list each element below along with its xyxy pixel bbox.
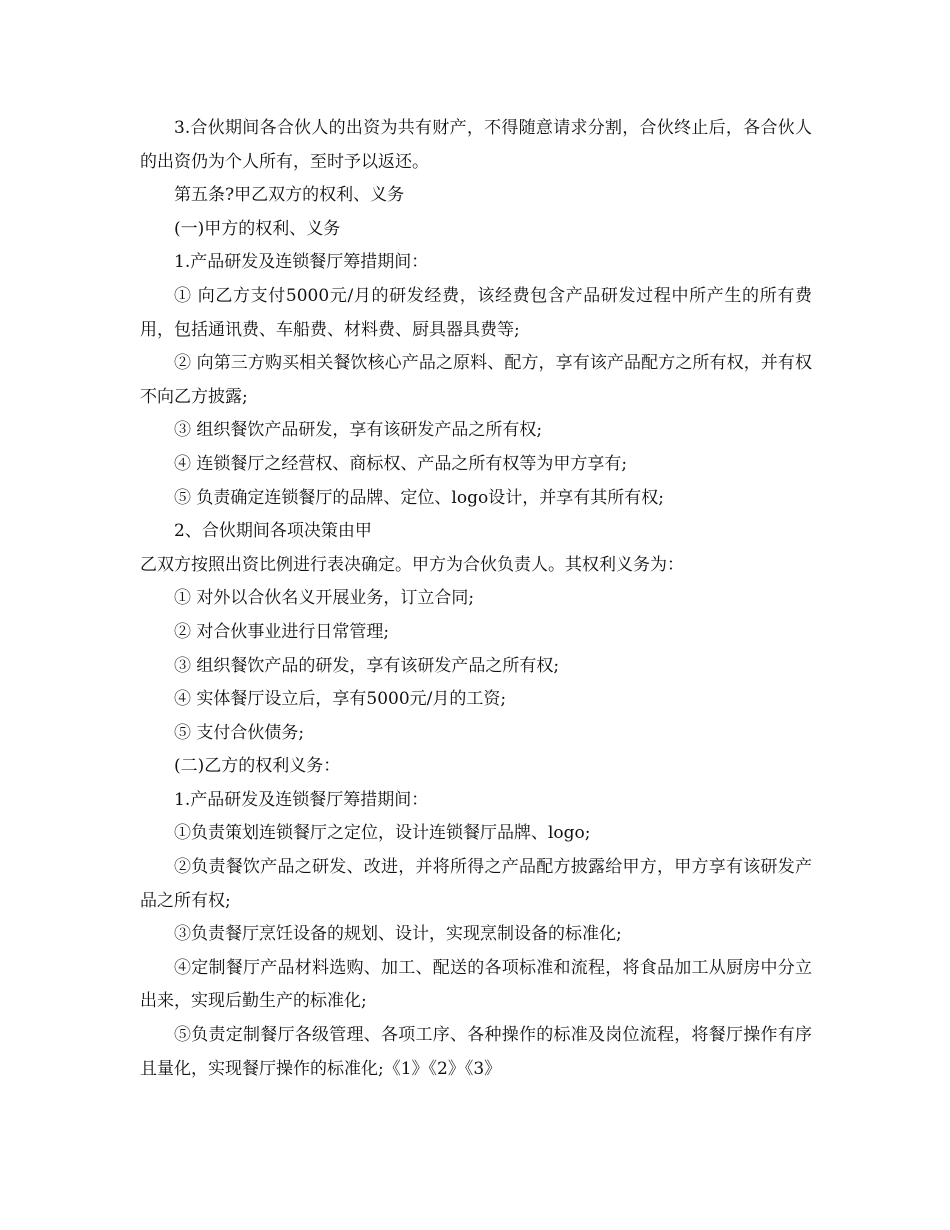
party-b-item-2: ②负责餐饮产品之研发、改进，并将所得之产品配方披露给甲方，甲方享有该研发产品之所有权; [140,857,812,911]
party-a-item-5: ⑤ 负责确定连锁餐厅的品牌、定位、logo设计，并享有其所有权; [174,487,664,508]
party-a-rd-period-heading: 1.产品研发及连锁餐厅筹措期间： [174,252,429,273]
party-b-item-1: ①负责策划连锁餐厅之定位，设计连锁餐厅品牌、logo; [174,823,591,844]
section-party-a-heading: (一)甲方的权利、义务 [174,218,341,239]
party-a-item-4: ④ 连锁餐厅之经营权、商标权、产品之所有权等为甲方享有; [174,453,628,474]
party-a-item-2: ② 向第三方购买相关餐饮核心产品之原料、配方，享有该产品配方之所有权，并有权不向乙方披露; [140,353,812,407]
decision-clause-heading: 2、合伙期间各项决策由甲 [174,521,372,542]
manager-duty-2: ② 对合伙事业进行日常管理; [174,621,390,642]
party-b-rd-period-heading: 1.产品研发及连锁餐厅筹措期间： [174,789,429,810]
paragraph-contribution-ownership: 3.合伙期间各合伙人的出资为共有财产，不得随意请求分割，合伙终止后，各合伙人的出资仍为个人所有，至时予以返还。 [140,118,812,172]
section-party-b-heading: (二)乙方的权利义务： [174,756,341,777]
manager-duty-4: ④ 实体餐厅设立后，享有5000元/月的工资; [174,689,507,710]
party-b-item-3: ③负责餐厅烹饪设备的规划、设计，实现烹制设备的标准化; [174,924,622,945]
party-b-item-4: ④定制餐厅产品材料选购、加工、配送的各项标准和流程，将食品加工从厨房中分立出来，实现后勤生产的标准化; [140,957,812,1012]
party-a-item-3: ③ 组织餐饮产品研发，享有该研发产品之所有权; [174,420,543,441]
manager-duty-3: ③ 组织餐饮产品的研发，享有该研发产品之所有权; [174,655,560,676]
decision-clause-body: 乙双方按照出资比例进行表决确定。甲方为合伙负责人。其权利义务为： [140,554,684,575]
party-b-item-5: ⑤负责定制餐厅各级管理、各项工序、各种操作的标准及岗位流程，将餐厅操作有序且量化，实现餐厅操作的标准化;《1》《2》《3》 [140,1025,812,1079]
document-page [140,112,812,1086]
manager-duty-1: ① 对外以合伙名义开展业务，订立合同; [174,588,475,609]
article-five-heading: 第五条?甲乙双方的权利、义务 [174,185,405,206]
party-a-item-1: ① 向乙方支付5000元/月的研发经费，该经费包含产品研发过程中所产生的所有费用，包括通讯费、车船费、材料费、厨具器具费等; [140,285,812,340]
manager-duty-5: ⑤ 支付合伙债务; [174,722,305,743]
